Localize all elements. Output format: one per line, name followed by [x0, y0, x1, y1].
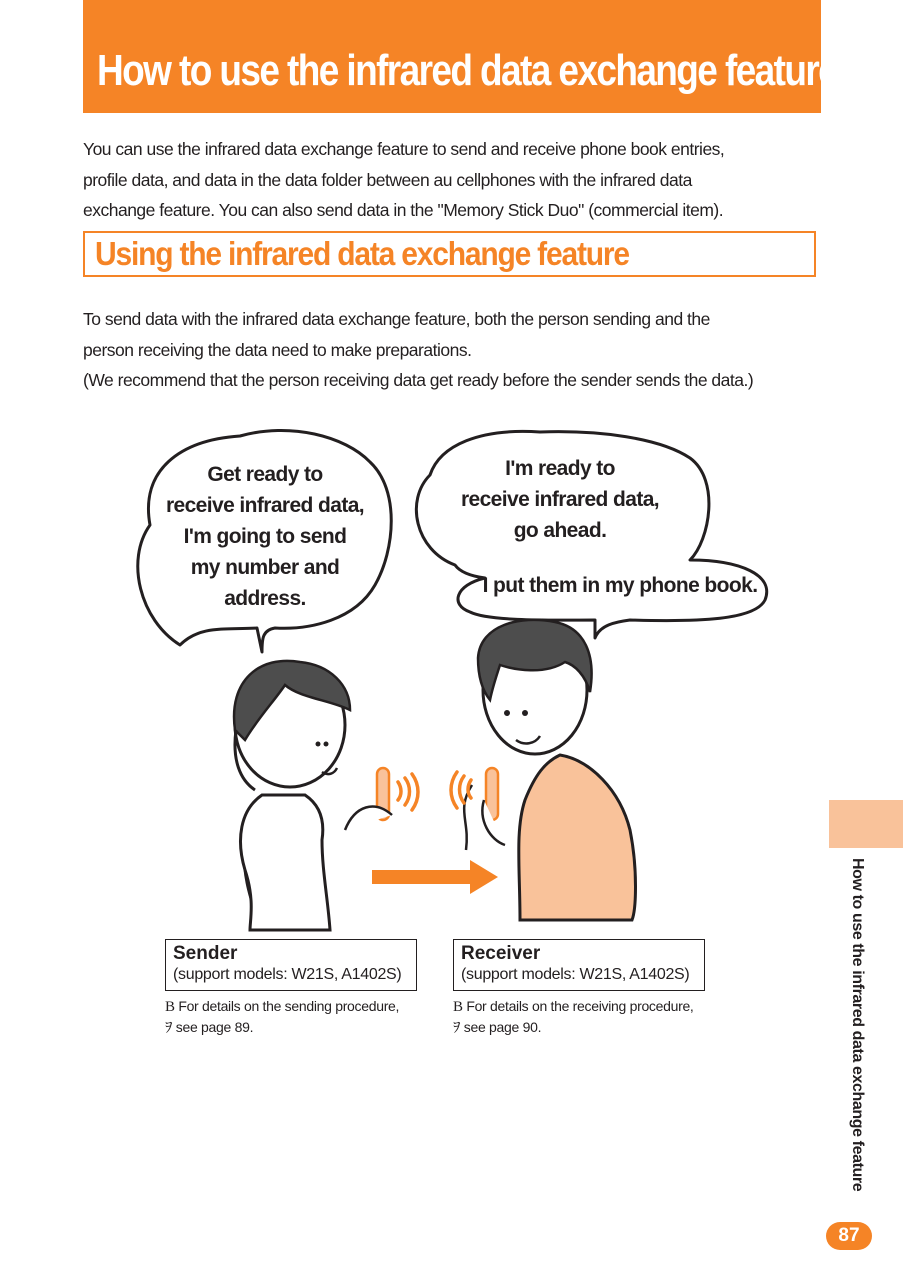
sender-title: Sender — [173, 943, 238, 964]
receiver-models: (support models: W21S, A1402S) — [461, 966, 690, 983]
sender-note-line2: see page 89. — [175, 1019, 254, 1035]
intro-paragraph — [83, 134, 823, 226]
sidebar-title: How to use the infrared data exchange feature — [849, 858, 866, 1192]
receiver-bubble-text: I'm ready to receive infrared data, go ahead. — [460, 457, 660, 542]
reference-icon: B — [453, 999, 463, 1015]
receiver-title: Receiver — [461, 943, 541, 964]
receiver-label-box — [453, 939, 705, 991]
receiver-note-line2: see page 90. — [463, 1019, 542, 1035]
receiver-bubble-text-2: I put them in my phone book. — [482, 574, 758, 597]
title-banner — [83, 0, 838, 113]
intro-line: You can use the infrared data exchange feature to send and receive phone book entries, — [83, 139, 725, 159]
transfer-arrow — [372, 860, 498, 894]
sender-models: (support models: W21S, A1402S) — [173, 966, 402, 983]
reference-icon: B — [165, 999, 175, 1015]
description-line: (We recommend that the person receiving data get ready before the sender sends the data.) — [83, 370, 754, 390]
section-title: Using the infrared data exchange feature — [95, 236, 629, 273]
receiver-note — [453, 996, 743, 1038]
description-paragraph — [83, 304, 823, 396]
section-heading-box — [83, 231, 816, 277]
intro-line: profile data, and data in the data folder between au cellphones with the infrared data — [83, 169, 692, 190]
sender-note-line1: For details on the sending procedure, — [178, 998, 400, 1014]
sender-bubble-text: Get ready to receive infrared data, I'm going to send my number and address. — [165, 463, 365, 610]
receiver-note-line1: For details on the receiving procedure, — [466, 998, 694, 1014]
description-line: person receiving the data need to make preparations. — [83, 339, 472, 360]
chapter-tab — [829, 800, 903, 848]
page-number: 87 — [826, 1222, 872, 1250]
reference-icon: ｦ — [453, 1020, 461, 1036]
intro-line: exchange feature. You can also send data in the "Memory Stick Duo" (commercial item). — [83, 200, 724, 220]
sender-figure — [234, 661, 418, 930]
sender-note — [165, 996, 435, 1038]
sender-label-box — [165, 939, 417, 991]
page-title: How to use the infrared data exchange feature — [97, 46, 838, 95]
description-line: To send data with the infrared data exchange feature, both the person sending and the — [83, 309, 710, 329]
reference-icon: ｦ — [165, 1020, 173, 1036]
